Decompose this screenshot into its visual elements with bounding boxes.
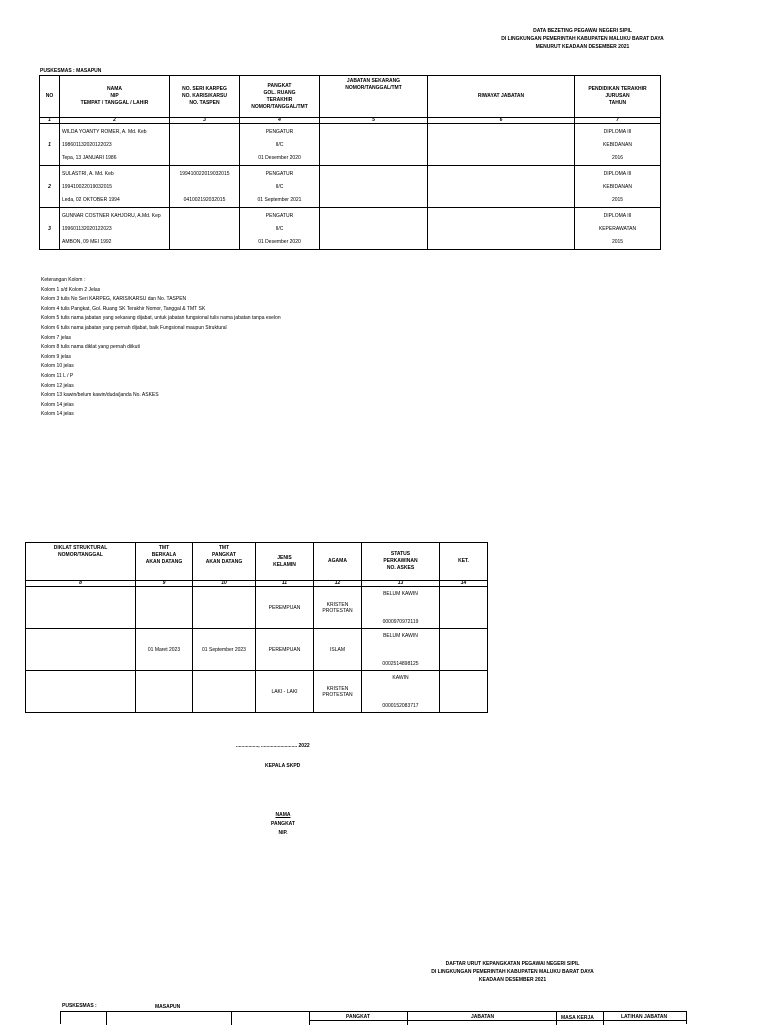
duk-puskesmas-label: PUSKESMAS : [62, 1003, 97, 1009]
col-number: 12 [314, 581, 362, 587]
note-line: Kolom 9 jelas [41, 353, 72, 360]
table-row [40, 208, 661, 250]
col-karpeg-line: NO. KARIS/KARSU [181, 93, 227, 99]
riwayat-cell [428, 208, 575, 250]
tmt-berkala-cell [136, 587, 193, 629]
duk-divider [106, 1012, 107, 1025]
pendidikan-cell [575, 208, 661, 250]
pangkat-cell [240, 166, 320, 208]
col-number: 6 [428, 118, 575, 124]
col-diklat [26, 543, 136, 581]
note-line: Kolom 4 tulis Pangkat, Gol. Ruang SK Terakhir Nomor, Tanggal & TMT SK [41, 305, 206, 312]
askes-number: 0000152083717 [382, 702, 419, 709]
col-tmt-berkala-line: TMT [158, 545, 170, 551]
note-line: Kolom 5 tulis nama jabatan yang sekarang dijabat, untuk jabatan fungsional tulis nama jabatan tanpa eselon [41, 315, 281, 322]
note-line: Kolom 1 s/d Kolom 2 Jelas [41, 286, 101, 293]
col-nama-line: NAMA [107, 86, 122, 92]
karpeg-cell [170, 166, 240, 208]
pendidikan-level: DIPLOMA III [603, 170, 632, 177]
col-karpeg [170, 76, 240, 118]
employee-cell [60, 208, 170, 250]
riwayat-cell [428, 124, 575, 166]
signer-name: NAMA [275, 812, 291, 818]
col-pangkat [240, 76, 320, 118]
note-line: Kolom 8 tulis nama diklat yang pernah diikuti [41, 344, 140, 351]
employee-nip: 199410022019032015 [62, 183, 113, 190]
duk-sub-line [309, 1020, 687, 1021]
col-pangkat-line: NOMOR/TANGGAL/TMT [251, 103, 308, 110]
supplement-table [25, 542, 488, 713]
note-line: Kolom 3 tulis No Seri KARPEG, KARIS/KARSU dan No. TASPEN [41, 296, 187, 303]
duk-header-line-3: KEADAAN DESEMBER 2021 [478, 977, 547, 983]
duk-header-line-1: DAFTAR URUT KEPANGKATAN PEGAWAI NEGERI SIPIL [445, 961, 580, 967]
tmt-berkala-cell [136, 671, 193, 713]
jenis-kelamin-cell: LAKI - LAKI [256, 671, 314, 713]
col-karpeg-line: NO. TASPEN [189, 100, 220, 106]
table-row [26, 671, 488, 713]
col-status [362, 543, 440, 581]
signature-date: ................, .......................... 2022 [236, 743, 310, 749]
col-jabatan [320, 76, 428, 118]
col-status-line: PERKAWINAN [383, 558, 418, 564]
employee-name: GUNNAR COSTNER KAHJORU, A.Md. Kep [62, 212, 161, 219]
header-line-1: DATA BEZETING PEGAWAI NEGERI SIPIL [533, 28, 632, 34]
col-no: NO [40, 76, 60, 118]
col-number: 11 [256, 581, 314, 587]
document-header [450, 27, 715, 51]
karpeg-number: 199410022019032015 [179, 170, 230, 177]
col-tmt-pangkat-line: TMT [218, 545, 230, 551]
col-tmt-pangkat-line: PANGKAT [212, 552, 236, 558]
golongan: II/C [275, 225, 284, 232]
jabatan-cell [320, 124, 428, 166]
duk-divider [603, 1012, 604, 1025]
pangkat-cell [240, 208, 320, 250]
row-number: 2 [40, 166, 60, 208]
karpeg-cell [170, 124, 240, 166]
col-diklat-line: DIKLAT STRUKTURAL [53, 545, 108, 551]
row-number: 3 [40, 208, 60, 250]
col-agama: AGAMA [314, 543, 362, 581]
col-number: 14 [440, 581, 488, 587]
tmt-pangkat-cell: 01 September 2023 [193, 629, 256, 671]
column-notes [41, 276, 281, 420]
pendidikan-tahun: 2016 [611, 154, 624, 161]
col-jabatan-line: NOMOR/TANGGAL/TMT [345, 85, 402, 91]
pangkat-name: PENGATUR [265, 128, 294, 135]
taspen-number: 041002192032015 [183, 196, 226, 203]
pendidikan-tahun: 2015 [611, 196, 624, 203]
duk-divider [407, 1012, 408, 1025]
golongan: II/C [275, 141, 284, 148]
marital-status: BELUM KAWIN [383, 590, 418, 597]
col-nama [60, 76, 170, 118]
col-status-line: NO. ASKES [386, 565, 415, 571]
col-status-line: STATUS [390, 551, 411, 557]
agama-cell: KRISTEN PROTESTAN [314, 671, 362, 713]
duk-col-masa-kerja: MASA KERJA [561, 1015, 594, 1021]
note-line: Kolom 12 jelas [41, 382, 74, 389]
status-cell [362, 629, 440, 671]
col-number: 3 [170, 118, 240, 124]
duk-header-line-2: DI LINGKUNGAN PEMERINTAH KABUPATEN MALUKU BARAT DAYA [431, 969, 594, 975]
signature-title: KEPALA SKPD [265, 763, 301, 769]
col-diklat-line: NOMOR/TANGGAL [58, 552, 103, 558]
employee-name: SULASTRI, A. Md. Keb [62, 170, 114, 177]
pangkat-name: PENGATUR [265, 212, 294, 219]
employee-ttl: AMBON, 09 MEI 1992 [62, 238, 112, 245]
tmt-berkala-cell: 01 Maret 2023 [136, 629, 193, 671]
pangkat-tmt: 01 Desember 2020 [258, 154, 301, 161]
ket-cell [440, 629, 488, 671]
duk-col-pangkat: PANGKAT [346, 1014, 370, 1020]
jabatan-cell [320, 208, 428, 250]
col-karpeg-line: NO. SERI KARPEG [182, 86, 227, 92]
note-line: Kolom 6 tulis nama jabatan yang pernah dijabat, baik Fungsional maupun Struktural [41, 324, 227, 331]
bezeting-table [39, 75, 661, 250]
duk-col-jabatan: JABATAN [471, 1014, 495, 1020]
diklat-cell [26, 629, 136, 671]
duk-header [380, 960, 645, 984]
col-number: 7 [575, 118, 661, 124]
col-tmt-berkala-line: AKAN DATANG [145, 559, 183, 565]
agama-cell: KRISTEN PROTESTAN [314, 587, 362, 629]
askes-number: 0002514898125 [382, 660, 419, 667]
karpeg-cell [170, 208, 240, 250]
status-cell [362, 671, 440, 713]
col-number: 2 [60, 118, 170, 124]
status-cell [362, 587, 440, 629]
pangkat-cell [240, 124, 320, 166]
col-tmt-pangkat [193, 543, 256, 581]
col-pendidikan [575, 76, 661, 118]
table-row [40, 166, 661, 208]
col-pendidikan-line: JURUSAN [605, 93, 630, 99]
tmt-pangkat-cell [193, 587, 256, 629]
golongan: II/C [275, 183, 284, 190]
header-line-2: DI LINGKUNGAN PEMERINTAH KABUPATEN MALUKU BARAT DAYA [501, 36, 664, 42]
col-pendidikan-line: TAHUN [608, 100, 627, 106]
diklat-cell [26, 587, 136, 629]
riwayat-cell [428, 166, 575, 208]
pendidikan-level: DIPLOMA III [603, 212, 632, 219]
note-line: Kolom 10 jelas [41, 363, 74, 370]
note-line: Kolom 13 kawin/belum kawin/duda/janda No. ASKES [41, 392, 159, 399]
col-jenis-kelamin-line: KELAMIN [273, 561, 296, 568]
col-jabatan-line: JABATAN SEKARANG [346, 78, 401, 84]
col-pangkat-line: GOL. RUANG [263, 89, 296, 96]
tmt-pangkat-cell [193, 671, 256, 713]
duk-col-latihan: LATIHAN JABATAN [621, 1014, 668, 1020]
col-tmt-berkala [136, 543, 193, 581]
table-row [26, 629, 488, 671]
pendidikan-level: DIPLOMA III [603, 128, 632, 135]
header-line-3: MENURUT KEADAAN DESEMBER 2021 [535, 44, 630, 50]
col-jenis-kelamin [256, 543, 314, 581]
duk-divider [556, 1012, 557, 1025]
col-number: 8 [26, 581, 136, 587]
puskesmas-label: PUSKESMAS : MASAPUN [40, 68, 102, 74]
employee-cell [60, 124, 170, 166]
col-nama-line: TEMPAT / TANGGAL / LAHIR [80, 100, 149, 106]
signer-pangkat: PANGKAT [271, 821, 295, 827]
pendidikan-jurusan: KEBIDANAN [603, 183, 632, 190]
table-row [40, 124, 661, 166]
jenis-kelamin-cell: PEREMPUAN [256, 629, 314, 671]
col-number: 13 [362, 581, 440, 587]
pendidikan-cell [575, 166, 661, 208]
pendidikan-jurusan: KEPERAWATAN [598, 225, 637, 232]
agama-cell: ISLAM [314, 629, 362, 671]
col-number: 5 [320, 118, 428, 124]
signer-nip: NIP. [278, 830, 288, 836]
col-tmt-berkala-line: BERKALA [151, 552, 177, 558]
col-pendidikan-line: PENDIDIKAN TERAKHIR [588, 86, 647, 92]
col-riwayat: RIWAYAT JABATAN [428, 76, 575, 118]
askes-number: 0000970972119 [382, 618, 419, 625]
pangkat-tmt: 01 September 2021 [257, 196, 302, 203]
col-pangkat-line: TERAKHIR [266, 96, 293, 103]
employee-ttl: Leda, 02 OKTOBER 1994 [62, 196, 120, 203]
col-number: 10 [193, 581, 256, 587]
duk-puskesmas-value: MASAPUN [155, 1004, 181, 1010]
marital-status: BELUM KAWIN [383, 632, 418, 639]
col-tmt-pangkat-line: AKAN DATANG [205, 559, 243, 565]
note-line: Kolom 14 jelas [41, 401, 74, 408]
col-ket: KET. [440, 543, 488, 581]
col-number: 4 [240, 118, 320, 124]
col-nama-line: NIP [110, 93, 119, 99]
ket-cell [440, 587, 488, 629]
employee-nip: 198601132020122023 [62, 141, 112, 148]
employee-nip: 199601132020122023 [62, 225, 112, 232]
duk-divider [231, 1012, 232, 1025]
pendidikan-cell [575, 124, 661, 166]
diklat-cell [26, 671, 136, 713]
pangkat-tmt: 01 Desember 2020 [258, 238, 301, 245]
marital-status: KAWIN [392, 674, 409, 681]
pangkat-name: PENGATUR [265, 170, 294, 177]
jabatan-cell [320, 166, 428, 208]
pendidikan-jurusan: KEBIDANAN [603, 141, 632, 148]
signature-block [268, 811, 298, 838]
note-line: Kolom 14 jelas [41, 411, 74, 418]
employee-ttl: Tepa, 13 JANUARI 1986 [62, 154, 117, 161]
note-line: Kolom 11 L / P [41, 372, 74, 379]
employee-name: WILDA YOANTY ROMER, A. Md. Keb [62, 128, 147, 135]
table-row [26, 587, 488, 629]
col-number: 9 [136, 581, 193, 587]
pendidikan-tahun: 2015 [611, 238, 624, 245]
note-line: Kolom 7 jelas [41, 334, 72, 341]
row-number: 1 [40, 124, 60, 166]
col-jenis-kelamin-line: JENIS [277, 554, 292, 561]
duk-table-top [60, 1011, 687, 1024]
ket-cell [440, 671, 488, 713]
col-number: 1 [40, 118, 60, 124]
note-line: Keterangan Kolom : [41, 277, 86, 283]
col-pangkat-line: PANGKAT [267, 82, 292, 89]
jenis-kelamin-cell: PEREMPUAN [256, 587, 314, 629]
employee-cell [60, 166, 170, 208]
